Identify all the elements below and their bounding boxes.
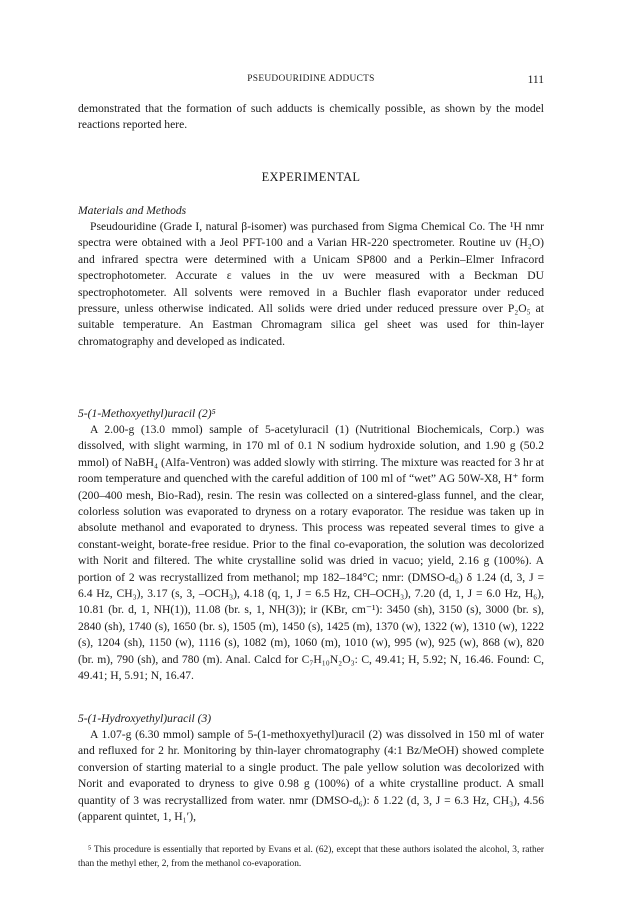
intro-paragraph-block xyxy=(78,101,544,134)
running-title: PSEUDOURIDINE ADDUCTS xyxy=(247,74,375,84)
intro-paragraph: demonstrated that the formation of such adducts is chemically possible, as shown by the model reactions reported here. xyxy=(78,102,544,132)
compound-3-paragraph: A 1.07-g (6.30 mmol) sample of 5-(1-methoxyethyl)uracil (2) was dissolved in 150 ml of water and refluxed for 2 hr. Monitoring by thin-layer chromatography (4:1 Bz/MeOH) showed complete conversion of starting material to a single product. The pale yellow solution was decolorized with Norit and evaporated to dryness to give 0.98 g (100%) of a white crystalline product. A small quantity of 3 was recrystallized from water. nmr (DMSO-d₆): δ 1.22 (d, 3, J = 6.3 Hz, CH₃), 4.56 (apparent quintet, 1, H₁′), xyxy=(78,728,544,824)
page-number: 111 xyxy=(527,74,544,86)
compound-2-heading: 5-(1-Methoxyethyl)uracil (2)⁵ xyxy=(78,407,216,420)
running-head xyxy=(78,74,544,88)
compound-3-heading: 5-(1-Hydroxyethyl)uracil (3) xyxy=(78,712,212,725)
materials-paragraph: Pseudouridine (Grade I, natural β-isomer) was purchased from Sigma Chemical Co. The ¹H nmr spectra were obtained with a Jeol PFT-100 and a Varian HR-220 spectrometer. Routine uv (H₂O) and infrared spectra were determined with a Unicam SP800 and a Perkin–Elmer Infracord spectrophotometer. Accurate ε values in the uv were measured with a Beckman DU spectrophotometer. All solvents were removed in a Buchler flash evaporator under reduced pressure, unless otherwise indicated. All solids were dried under reduced pressure over P₂O₅ at suitable temperature. An Eastman Chromagram silica gel sheet was used for thin-layer chromatography and developed as indicated. xyxy=(78,220,544,348)
materials-section xyxy=(78,204,544,350)
compound-2-paragraph: A 2.00-g (13.0 mmol) sample of 5-acetyluracil (1) (Nutritional Biochemicals, Corp.) was dissolved, with slight warming, in 170 ml of 0.1 N sodium hydroxide solution, and 1.90 g (50.2 mmol) of NaBH₄ (Alfa-Ventron) was added slowly with stirring. The mixture was reacted for 3 hr at room temperature and quenched with the careful addition of 100 ml of “wet” AG 50W-X8, H⁺ form (200–400 mesh, Bio-Rad), resin. The resin was collected on a sintered-glass funnel, and the clear, colorless solution was evaporated to dryness on a rotary evaporator. The residue was taken up in absolute methanol and evaporated to dryness. This process was repeated several times to give a constant-weight, borate-free residue. Prior to the final co-evaporation, the solution was decolorized with Norit and filtered. The white crystalline solid was dried in vacuo; yield, 2.16 g (100%). A portion of 2 was recrystallized from methanol; mp 182–184°C; nmr: (DMSO-d₆) δ 1.24 (d, 3, J = 6.4 Hz, CH₃), 3.17 (s, 3, –OCH₃), 4.18 (q, 1, J = 6.5 Hz, CH–OCH₃), 7.20 (d, 1, J = 6.0 Hz, H₆), 10.81 (br. d, 1, NH(1)), 11.08 (br. s, 1, NH(3)); ir (KBr, cm⁻¹): 3450 (sh), 3150 (s), 3000 (br. s), 2840 (sh), 1740 (s), 1650 (br. s), 1505 (m), 1450 (s), 1425 (m), 1370 (w), 1322 (w), 1310 (w), 1222 (s), 1204 (sh), 1150 (w), 1116 (s), 1082 (m), 1060 (m), 1010 (w), 995 (w), 925 (w), 868 (w), 820 (br. m), 790 (sh), and 780 (m). Anal. Calcd for C₇H₁₀N₂O₃: C, 49.41; H, 5.92; N, 16.46. Found: C, 49.41; H, 5.91; N, 16.47. xyxy=(78,423,544,683)
section-title: EXPERIMENTAL xyxy=(261,170,361,184)
footnote-block xyxy=(78,844,544,871)
compound-2-section xyxy=(78,407,544,685)
footnote-5: ⁵ This procedure is essentially that reported by Evans et al. (62), except that these authors isolated the alcohol, 3, rather than the methyl ether, 2, from the methanol co-evaporation. xyxy=(78,845,544,869)
section-heading-block xyxy=(78,170,544,185)
materials-heading: Materials and Methods xyxy=(78,204,187,217)
compound-3-section xyxy=(78,712,544,825)
